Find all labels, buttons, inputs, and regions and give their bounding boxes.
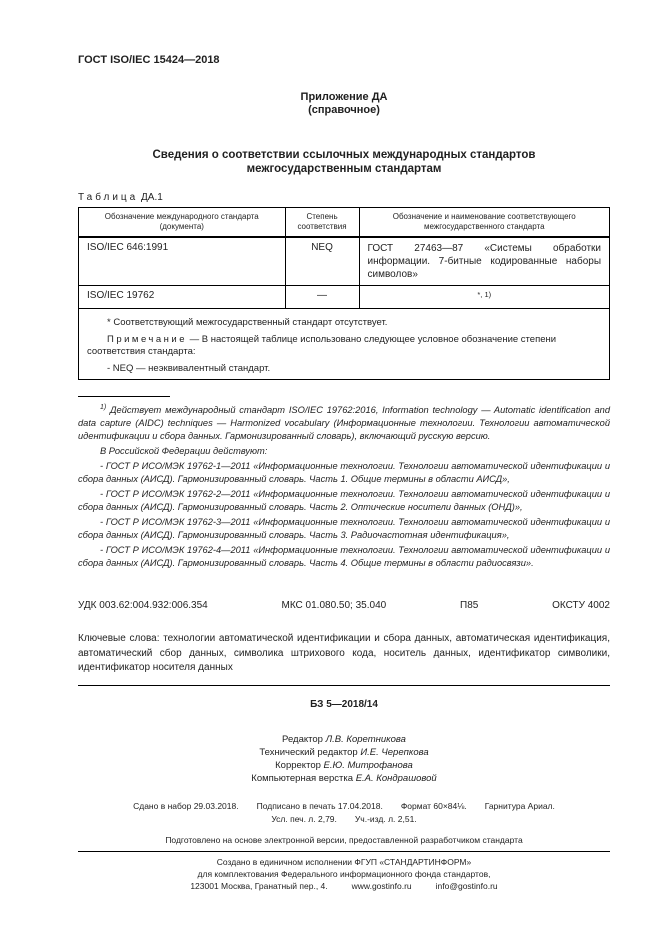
note-text: — В настоящей таблице использовано следующее условное обозначение степени соответствия стандарта: — [87, 333, 557, 357]
classification-codes — [78, 600, 610, 611]
cell-standard-1: ISO/IEC 646:1991 — [79, 237, 286, 286]
footnote-paragraph-5: - ГОСТ Р ИСО/МЭК 19762-3—2011 «Информационные технологии. Технологии автоматической идентификации и сбора данных (АИСД). Гармонизированный словарь. Часть 3. Радиочастотная идентификация», — [78, 517, 610, 541]
table-caption-number: ДА.1 — [141, 192, 163, 203]
annex-label: Приложение ДА — [300, 91, 388, 103]
footnote-paragraph-1 — [78, 401, 610, 443]
note-label: Примечание — [107, 333, 187, 345]
publisher-line-1: Создано в единичном исполнении ФГУП «СТАНДАРТИНФОРМ» — [216, 856, 472, 867]
note-item-neq: - NEQ — неэквивалентный стандарт. — [107, 362, 271, 374]
publisher-footer — [78, 856, 610, 892]
col-header-interstate-standard: Обозначение и наименование соответствующего межгосударственного стандарта — [359, 208, 610, 238]
cell-degree-2: — — [285, 286, 359, 309]
col-header-international-standard: Обозначение международного стандарта (документа) — [79, 208, 286, 238]
imprint-uch: Уч.-изд. л. 2,51. — [354, 813, 417, 824]
imprint-format: Формат 60×84⅛. — [400, 800, 467, 811]
footnote-text-1: Действует международный стандарт ISO/IEC 19762:2016, Information technology — Automatic identification and data capture (AIDC) techniques — Harmonized vocabulary (Информационные технологии. Технологии автоматической идентификации и сбора данных. Гармонизированный словарь), включающий русскую версию. — [78, 405, 610, 442]
table-caption-word: Таблица — [78, 192, 139, 203]
udk-code: УДК 003.62:004.932:006.354 — [78, 600, 208, 612]
footnote-block — [78, 401, 610, 570]
footnote-paragraph-6: - ГОСТ Р ИСО/МЭК 19762-4—2011 «Информационные технологии. Технологии автоматической идентификации и сбора данных (АИСД). Гармонизированный словарь. Часть 4. Общие термины в области радиосвязи». — [78, 545, 610, 569]
table-row — [79, 286, 610, 309]
footer-divider-rule — [78, 851, 610, 852]
annex-heading — [78, 91, 610, 117]
page-content — [78, 0, 610, 892]
col-header-degree: Степень соответствия — [285, 208, 359, 238]
publisher-address: 123001 Москва, Гранатный пер., 4. — [190, 880, 328, 891]
cell-footnote-ref: *, 1) — [359, 286, 610, 309]
credit-name: И.Е. Черепкова — [360, 746, 429, 758]
keywords-paragraph: Ключевые слова: технологии автоматической идентификации и сбора данных, автоматическая идентификация, автоматический сбор данных, символика штрихового кода, носитель данных, идентификатор символики, идентификатор носителя данных — [78, 633, 610, 674]
p-index-code: П85 — [460, 600, 479, 612]
footnote-paragraph-3: - ГОСТ Р ИСО/МЭК 19762-1—2011 «Информационные технологии. Технологии автоматической идентификации и сбора данных (АИСД). Гармонизированный словарь. Часть 1. Общие термины в области АИСД», — [78, 461, 610, 485]
imprint-line-1 — [78, 800, 610, 813]
footnote-paragraph-4: - ГОСТ Р ИСО/МЭК 19762-2—2011 «Информационные технологии. Технологии автоматической идентификации и сбора данных (АИСД). Гармонизированный словарь. Часть 2. Оптические носители данных (ОНД)», — [78, 489, 610, 513]
table-row — [79, 237, 610, 286]
imprint-line-2 — [78, 813, 610, 826]
credit-role: Корректор — [275, 759, 321, 771]
imprint-usl: Усл. печ. л. 2,79. — [271, 813, 337, 824]
divider-rule — [78, 685, 610, 686]
prepared-note: Подготовлено на основе электронной версии, предоставленной разработчиком стандарта — [165, 834, 523, 845]
credit-layout — [78, 772, 610, 785]
publisher-website: www.gostinfo.ru — [351, 880, 412, 891]
credit-name: Л.В. Коретникова — [325, 733, 406, 745]
section-title — [78, 148, 610, 176]
footnote-separator — [78, 396, 170, 397]
annex-type: (справочное) — [308, 104, 380, 116]
imprint-typeface: Гарнитура Ариал. — [484, 800, 555, 811]
footnote-marker: 1) — [100, 404, 107, 411]
credits-block — [78, 733, 610, 785]
credit-name: Е.Ю. Митрофанова — [323, 759, 413, 771]
publisher-contacts — [78, 880, 610, 892]
star-note: * Соответствующий межгосударственный стандарт отсутствует. — [107, 317, 388, 328]
credit-name: Е.А. Кондрашовой — [355, 772, 437, 784]
table-note-row — [79, 309, 610, 380]
section-title-line2: межгосударственным стандартам — [246, 163, 442, 175]
cell-degree-1: NEQ — [285, 237, 359, 286]
publisher-email: info@gostinfo.ru — [435, 880, 498, 891]
imprint-block — [78, 800, 610, 826]
credit-editor — [78, 733, 610, 746]
table-caption — [78, 192, 610, 203]
note-paragraph — [87, 334, 601, 359]
imprint-set-date: Сдано в набор 29.03.2018. — [133, 800, 239, 811]
mks-code: МКС 01.080.50; 35.040 — [281, 600, 387, 612]
credit-role: Технический редактор — [259, 746, 358, 758]
bz-code: БЗ 5—2018/14 — [310, 698, 378, 710]
okstu-code: ОКСТУ 4002 — [552, 600, 610, 612]
table-note-cell — [79, 309, 610, 380]
publisher-line-2: для комплектования Федерального информационного фонда стандартов, — [197, 868, 491, 879]
footnote-paragraph-2: В Российской Федерации действуют: — [100, 446, 268, 457]
credit-role: Редактор — [282, 733, 323, 745]
credit-proofreader — [78, 759, 610, 772]
credit-technical-editor — [78, 746, 610, 759]
section-title-line1: Сведения о соответствии ссылочных международных стандартов — [152, 149, 536, 161]
document-number: ГОСТ ISO/IEC 15424—2018 — [78, 54, 220, 66]
cell-standard-2: ISO/IEC 19762 — [79, 286, 286, 309]
cell-gost-1: ГОСТ 27463—87 «Системы обработки информации. 7-битные кодированные наборы символов» — [359, 237, 610, 286]
imprint-print-date: Подписано в печать 17.04.2018. — [256, 800, 383, 811]
table-header-row — [79, 208, 610, 238]
correspondence-table — [78, 207, 610, 380]
credit-role: Компьютерная верстка — [251, 772, 354, 784]
